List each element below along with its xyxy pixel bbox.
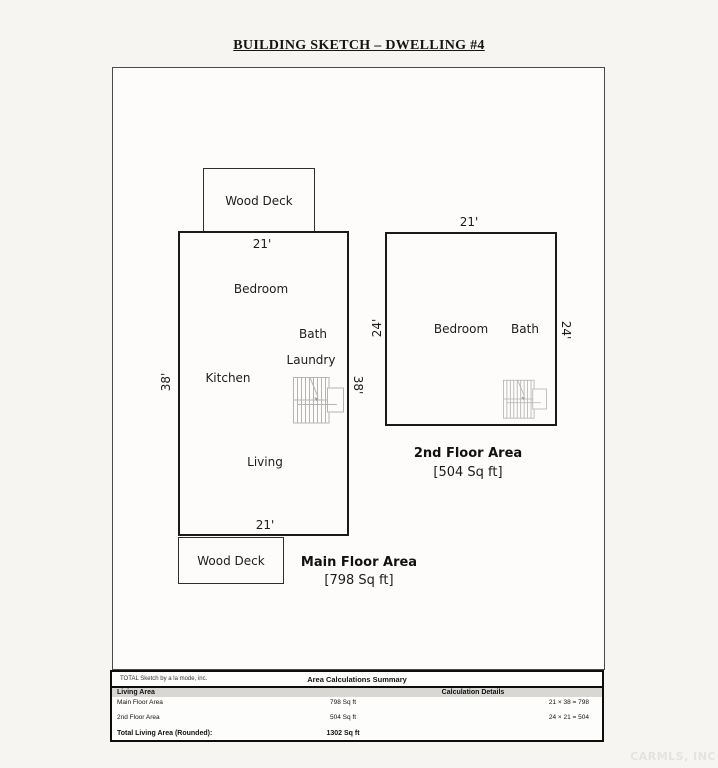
room-label-bedroom-second: Bedroom	[433, 322, 489, 336]
second-dim-top: 21'	[459, 215, 479, 229]
column-calc-details: Calculation Details	[441, 689, 505, 696]
deck-bottom-label: Wood Deck	[197, 553, 265, 568]
staircase-icon	[503, 379, 547, 419]
main-dim-right: 38'	[351, 375, 365, 395]
main-floor-caption-title: Main Floor Area	[300, 555, 418, 570]
room-label-bath-second: Bath	[511, 322, 539, 336]
table-column-band	[112, 686, 602, 697]
table-total-row	[112, 727, 602, 740]
table-row	[112, 712, 602, 727]
table-header-row	[112, 672, 602, 686]
total-label: Total Living Area (Rounded):	[117, 730, 213, 737]
vendor-credit: TOTAL Sketch by a la mode, inc.	[120, 676, 208, 682]
room-label-laundry: Laundry	[286, 353, 336, 367]
room-label-bath-main: Bath	[299, 327, 327, 341]
second-floor-caption-title: 2nd Floor Area	[413, 446, 523, 461]
table-row	[112, 697, 602, 712]
staircase-icon	[293, 376, 344, 424]
area-calculations-table	[110, 670, 604, 742]
main-dim-top: 21'	[252, 237, 272, 251]
deck-top-label: Wood Deck	[225, 193, 293, 208]
total-value: 1302 Sq ft	[326, 730, 360, 737]
second-floor-caption-value: [504 Sq ft]	[433, 465, 503, 480]
main-floor-top-deck	[203, 168, 315, 233]
room-label-living: Living	[247, 455, 283, 469]
row-calc: 24 × 21 = 504	[548, 714, 589, 721]
sketch-sheet	[112, 67, 605, 670]
main-dim-bottom: 21'	[255, 518, 275, 532]
column-living-area: Living Area	[117, 689, 155, 696]
main-floor-bottom-deck	[178, 537, 284, 584]
second-dim-left: 24'	[370, 318, 384, 338]
main-dim-left: 38'	[159, 372, 173, 392]
row-name: Main Floor Area	[117, 699, 163, 706]
room-label-kitchen: Kitchen	[205, 371, 251, 385]
main-floor-caption-value: [798 Sq ft]	[324, 573, 394, 588]
page-title: BUILDING SKETCH – DWELLING #4	[233, 38, 485, 53]
row-area: 798 Sq ft	[329, 699, 357, 706]
row-name: 2nd Floor Area	[117, 714, 160, 721]
second-dim-right: 24'	[559, 320, 573, 340]
row-area: 504 Sq ft	[329, 714, 357, 721]
row-calc: 21 × 38 = 798	[548, 699, 589, 706]
room-label-bedroom-main: Bedroom	[233, 282, 289, 296]
mls-watermark: CARMLS, INC	[630, 750, 716, 763]
table-title: Area Calculations Summary	[307, 675, 407, 684]
